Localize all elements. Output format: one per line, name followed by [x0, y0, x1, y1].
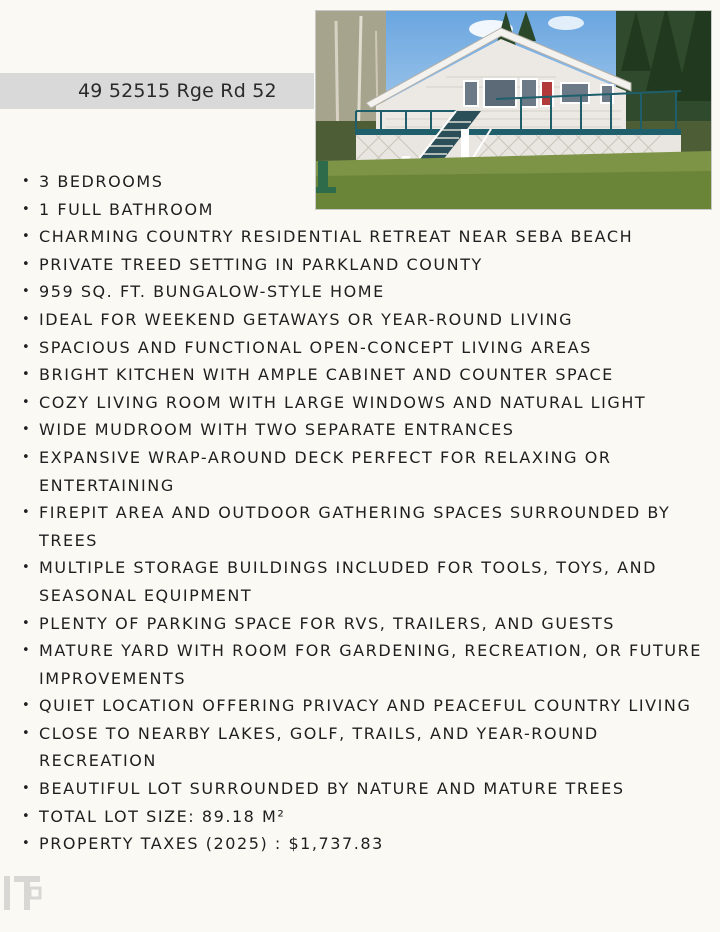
list-item: • PLENTY OF PARKING SPACE FOR RVS, TRAILERS, AND GUESTS: [22, 613, 615, 633]
list-item: • BRIGHT KITCHEN WITH AMPLE CABINET AND COUNTER SPACE: [22, 365, 614, 385]
list-item: • IDEAL FOR WEEKEND GETAWAYS OR YEAR-ROUND LIVING: [22, 309, 574, 329]
list-item: • 959 SQ. FT. BUNGALOW-STYLE HOME: [22, 282, 385, 302]
list-item: • QUIET LOCATION OFFERING PRIVACY AND PEACEFUL COUNTRY LIVING: [22, 696, 692, 716]
list-item: • FIREPIT AREA AND OUTDOOR GATHERING SPACES SURROUNDED BY TREES: [22, 503, 671, 550]
list-item: • COZY LIVING ROOM WITH LARGE WINDOWS AND NATURAL LIGHT: [22, 392, 647, 412]
list-item: • CHARMING COUNTRY RESIDENTIAL RETREAT NEAR SEBA BEACH: [22, 227, 634, 247]
property-address: 49 52515 Rge Rd 52: [78, 80, 277, 102]
list-item: • 1 FULL BATHROOM: [22, 199, 214, 219]
address-band: [0, 73, 314, 109]
list-item: • MULTIPLE STORAGE BUILDINGS INCLUDED FOR TOOLS, TOYS, AND SEASONAL EQUIPMENT: [22, 558, 658, 605]
list-item: • TOTAL LOT SIZE: 89.18 M²: [22, 806, 286, 826]
list-item: • SPACIOUS AND FUNCTIONAL OPEN-CONCEPT LIVING AREAS: [22, 337, 592, 357]
list-item: • CLOSE TO NEARBY LAKES, GOLF, TRAILS, AND YEAR-ROUND RECREATION: [22, 723, 599, 771]
list-item: • BEAUTIFUL LOT SURROUNDED BY NATURE AND MATURE TREES: [22, 779, 625, 799]
list-item: • EXPANSIVE WRAP-AROUND DECK PERFECT FOR RELAXING OR ENTERTAINING: [22, 447, 612, 495]
feature-list: [18, 168, 718, 858]
list-item: • 3 BEDROOMS: [22, 172, 164, 191]
list-item: • PROPERTY TAXES (2025) : $1,737.83: [22, 834, 384, 854]
list-item: • MATURE YARD WITH ROOM FOR GARDENING, RECREATION, OR FUTURE IMPROVEMENTS: [22, 641, 702, 688]
brokerage-logo-icon: [0, 870, 46, 916]
list-item: • WIDE MUDROOM WITH TWO SEPARATE ENTRANCES: [22, 420, 515, 440]
list-item: • PRIVATE TREED SETTING IN PARKLAND COUNTY: [22, 254, 483, 274]
